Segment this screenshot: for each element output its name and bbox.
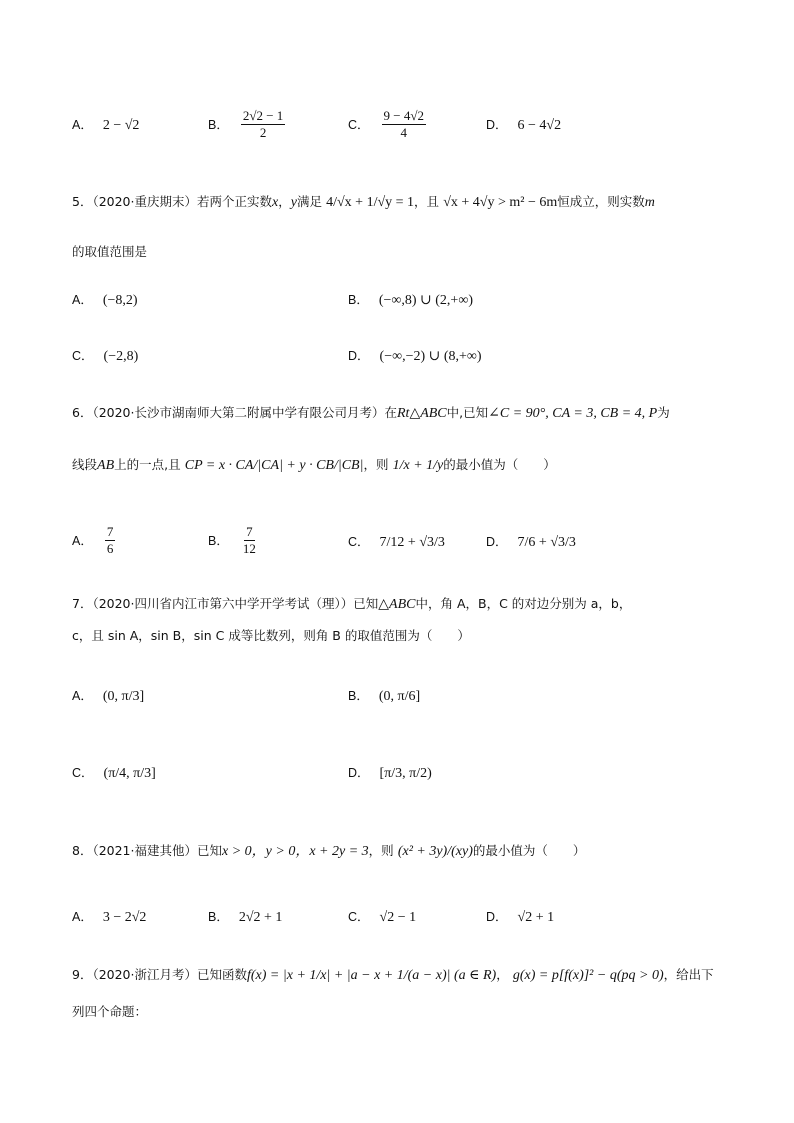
q6-vector-equation: CP = x · CA/|CA| + y · CB/|CB| [184, 458, 364, 473]
q7-option-c: C． (π/4, π/3] [72, 766, 156, 781]
q8-option-c: C． √2 − 1 [348, 910, 417, 925]
q6-option-c: C． 7/12 + √3/3 [348, 535, 445, 550]
q6-stem-line2: 线段AB上的一点,且 CP = x · CA/|CA| + y · CB/|CB|，则 1/x + 1/y的最小值为（ ） [72, 457, 556, 473]
q7-stem-line1: 7．（2020·四川省内江市第六中学开学考试（理））已知△ABC中，角 A，B，C 的对边分别为 a，b， [72, 596, 632, 612]
q5-inequality: √x + 4√y > m² − 6m [443, 195, 558, 210]
q5-stem-line2: 的取值范围是 [72, 244, 148, 259]
q4-option-a: A． 2 − √2 [72, 118, 140, 133]
q7-option-a: A． (0, π/3] [72, 689, 145, 704]
q8-option-b: B． 2√2 + 1 [208, 910, 283, 925]
q8-stem: 8．（2021·福建其他）已知x > 0，y > 0，x + 2y = 3，则 (x² + 3y)/(xy)的最小值为（ ） [72, 843, 586, 859]
q6-expression: 1/x + 1/y [392, 458, 444, 473]
q4-option-b: B． $\frac{2√2 - 1}{2}$ [208, 108, 284, 141]
q4-option-d: D． 6 − 4√2 [486, 118, 562, 133]
q9-f-definition: f(x) = |x + 1/x| + |a − x + 1/(a − x)| (a ∈ R) [247, 968, 497, 983]
q6-option-a: A． $\frac{7}{6}$ [72, 524, 114, 557]
q9-stem-line2: 列四个命题： [72, 1004, 148, 1019]
q5-option-d: D． (−∞,−2) ∪ (8,+∞) [348, 349, 482, 364]
q5-condition: 4/√x + 1/√y = 1 [326, 195, 415, 210]
q7-option-d: D． [π/3, π/2) [348, 766, 432, 781]
q5-option-b: B． (−∞,8) ∪ (2,+∞) [348, 293, 473, 308]
q7-stem-line2: c，且 sin A，sin B，sin C 成等比数列，则角 B 的取值范围为（ ） [72, 628, 470, 643]
q8-option-a: A． 3 − 2√2 [72, 910, 147, 925]
q7-option-b: B． (0, π/6] [348, 689, 421, 704]
q8-condition: x > 0，y > 0，x + 2y = 3 [222, 844, 369, 859]
q5-stem-line1: 5．（2020·重庆期末）若两个正实数x，y满足 4/√x + 1/√y = 1，且 √x + 4√y > m² − 6m恒成立，则实数m [72, 194, 655, 210]
q8-expression: (x² + 3y)/(xy) [397, 844, 473, 859]
q9-g-definition: g(x) = p[f(x)]² − q(pq > 0) [512, 968, 664, 983]
q4-option-c: C． $\frac{9 - 4√2}{4}$ [348, 108, 424, 141]
q5-option-c: C． (−2,8) [72, 349, 139, 364]
q6-option-d: D． 7/6 + √3/3 [486, 535, 576, 550]
q5-option-a: A． (−8,2) [72, 293, 138, 308]
q6-stem-line1: 6．（2020·长沙市湖南师大第二附属中学有限公司月考）在Rt△ABC中,已知∠C = 90°, CA = 3, CB = 4, P为 [72, 405, 670, 421]
q6-option-b: B． $\frac{7}{12}$ [208, 524, 256, 557]
q9-stem-line1: 9．（2020·浙江月考）已知函数f(x) = |x + 1/x| + |a − x + 1/(a − x)| (a ∈ R)， g(x) = p[f(x)]² − q(pq > 0)，给出下 [72, 967, 714, 983]
q8-option-d: D． √2 + 1 [486, 910, 555, 925]
